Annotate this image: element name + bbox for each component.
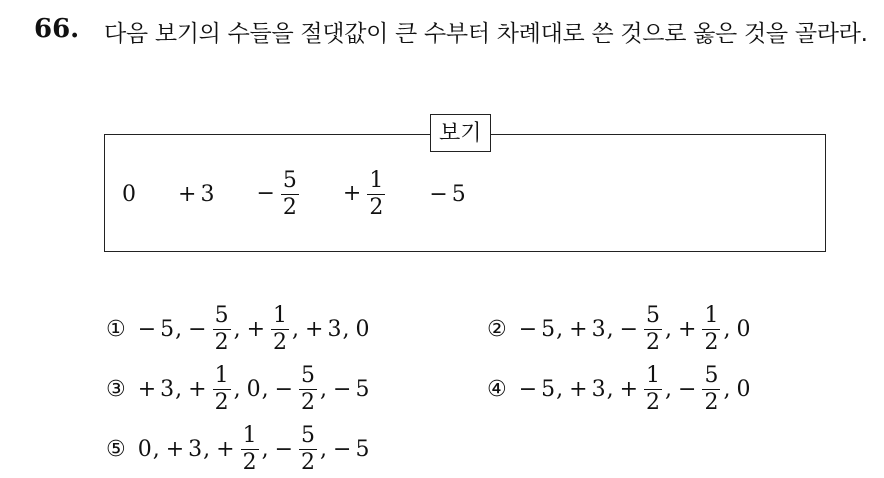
sign: +: [619, 376, 639, 402]
denominator: 2: [242, 449, 257, 475]
integer: 0: [736, 316, 751, 342]
comma: ,: [175, 316, 183, 342]
number-value: [569, 317, 605, 342]
integer: 5: [355, 376, 370, 402]
comma: ,: [556, 316, 564, 342]
denominator: 2: [214, 329, 229, 355]
integer: 5: [541, 376, 556, 402]
integer: 3: [591, 376, 606, 402]
fraction: [702, 362, 720, 415]
denominator: 2: [704, 389, 719, 415]
number-value: [619, 362, 664, 415]
number-value: [305, 317, 341, 342]
integer: 0: [355, 316, 370, 342]
number-value: [138, 317, 174, 342]
number-value: [178, 182, 214, 207]
example-box-title: 보기: [430, 114, 491, 152]
number-value: [256, 167, 300, 220]
number-value: [216, 422, 260, 475]
example-item: [122, 182, 136, 207]
comma: ,: [606, 316, 614, 342]
comma: ,: [152, 436, 160, 462]
example-item: [342, 167, 387, 220]
numerator: 5: [301, 362, 316, 388]
comma: ,: [175, 376, 183, 402]
number-value: [246, 302, 291, 355]
sign: −: [678, 376, 697, 402]
numerator: 1: [369, 167, 384, 193]
sign: +: [188, 376, 207, 402]
numerator: 1: [704, 302, 719, 328]
number-value: [519, 377, 555, 402]
fraction: [213, 302, 231, 355]
sign: −: [333, 436, 352, 462]
sign: +: [678, 316, 697, 342]
number-value: [247, 377, 261, 402]
choice-2[interactable]: [487, 300, 750, 358]
comma: ,: [233, 316, 241, 342]
numerator: 1: [214, 362, 229, 388]
number-value: [333, 437, 369, 462]
example-item: [178, 182, 214, 207]
comma: ,: [292, 316, 300, 342]
numerator: 5: [704, 362, 719, 388]
integer: 5: [160, 316, 175, 342]
number-value: [678, 302, 722, 355]
sign: +: [137, 376, 157, 402]
sign: +: [569, 376, 588, 402]
integer: 0: [736, 376, 751, 402]
number-value: [333, 377, 369, 402]
integer: 0: [122, 181, 136, 207]
integer: 0: [137, 436, 152, 462]
number-value: [166, 437, 202, 462]
integer: 5: [451, 181, 466, 207]
number-value: [188, 362, 232, 415]
choice-1[interactable]: [106, 300, 369, 358]
denominator: 2: [646, 329, 661, 355]
numerator: 5: [301, 422, 316, 448]
denominator: 2: [646, 389, 661, 415]
comma: ,: [665, 316, 673, 342]
fraction: [644, 302, 662, 355]
fraction: [702, 302, 720, 355]
choice-mark: ③: [106, 376, 126, 402]
question-number: 66.: [34, 14, 80, 44]
number-value: [188, 302, 232, 355]
number-value: [519, 317, 555, 342]
number-value: [342, 167, 387, 220]
comma: ,: [233, 376, 241, 402]
choice-mark: ②: [487, 316, 507, 342]
integer: 3: [160, 376, 175, 402]
comma: ,: [261, 436, 269, 462]
sign: +: [305, 316, 324, 342]
comma: ,: [606, 376, 614, 402]
sign: −: [518, 376, 538, 402]
numerator: 5: [282, 167, 297, 193]
sign: +: [569, 316, 588, 342]
sign: −: [274, 436, 294, 462]
integer: 3: [188, 436, 203, 462]
choice-mark: ⑤: [106, 436, 126, 462]
numerator: 1: [242, 422, 257, 448]
fraction: [271, 302, 289, 355]
sign: −: [619, 316, 639, 342]
comma: ,: [556, 376, 564, 402]
fraction: [281, 167, 299, 220]
denominator: 2: [369, 194, 384, 220]
denominator: 2: [273, 329, 288, 355]
number-value: [122, 182, 136, 207]
number-value: [736, 317, 750, 342]
numerator: 5: [214, 302, 229, 328]
numerator: 1: [273, 302, 288, 328]
comma: ,: [203, 436, 211, 462]
comma: ,: [723, 316, 731, 342]
number-value: [274, 422, 319, 475]
comma: ,: [320, 436, 328, 462]
number-value: [429, 182, 465, 207]
sign: −: [256, 181, 275, 206]
fraction: [299, 362, 317, 415]
number-value: [138, 377, 174, 402]
fraction: [213, 362, 231, 415]
sign: −: [333, 376, 352, 402]
numerator: 1: [646, 362, 661, 388]
sign: −: [518, 316, 538, 342]
fraction: [241, 422, 259, 475]
comma: ,: [261, 376, 269, 402]
comma: ,: [342, 316, 350, 342]
comma: ,: [723, 376, 731, 402]
sign: −: [188, 316, 207, 342]
fraction: [644, 362, 662, 415]
numerator: 5: [646, 302, 661, 328]
number-value: [274, 362, 319, 415]
integer: 3: [327, 316, 342, 342]
sign: +: [178, 181, 197, 207]
denominator: 2: [282, 194, 297, 220]
number-value: [569, 377, 605, 402]
integer: 5: [541, 316, 556, 342]
comma: ,: [320, 376, 328, 402]
choice-3[interactable]: [106, 360, 369, 418]
sign: −: [274, 376, 294, 402]
integer: 5: [355, 436, 370, 462]
number-value: [138, 437, 152, 462]
number-value: [619, 302, 664, 355]
integer: 3: [591, 316, 606, 342]
sign: −: [429, 181, 448, 207]
number-value: [355, 317, 369, 342]
number-value: [736, 377, 750, 402]
denominator: 2: [301, 449, 316, 475]
fraction: [299, 422, 317, 475]
denominator: 2: [214, 389, 229, 415]
comma: ,: [665, 376, 673, 402]
number-value: [678, 362, 722, 415]
integer: 0: [246, 376, 261, 402]
sign: −: [137, 316, 157, 342]
example-box-items: [122, 164, 508, 224]
denominator: 2: [704, 329, 719, 355]
integer: 3: [200, 181, 215, 207]
question-text: 다음 보기의 수들을 절댓값이 큰 수부터 차례대로 쓴 것으로 옳은 것을 골라라.: [104, 21, 868, 47]
choice-5[interactable]: [106, 420, 369, 478]
example-item: [429, 182, 465, 207]
sign: +: [165, 436, 185, 462]
choice-mark: ①: [106, 316, 126, 342]
example-item: [256, 167, 300, 220]
fraction: [367, 167, 385, 220]
sign: +: [246, 316, 266, 342]
sign: +: [342, 181, 362, 206]
choice-mark: ④: [487, 376, 507, 402]
denominator: 2: [301, 389, 316, 415]
sign: +: [216, 436, 235, 462]
choice-4[interactable]: [487, 360, 750, 418]
